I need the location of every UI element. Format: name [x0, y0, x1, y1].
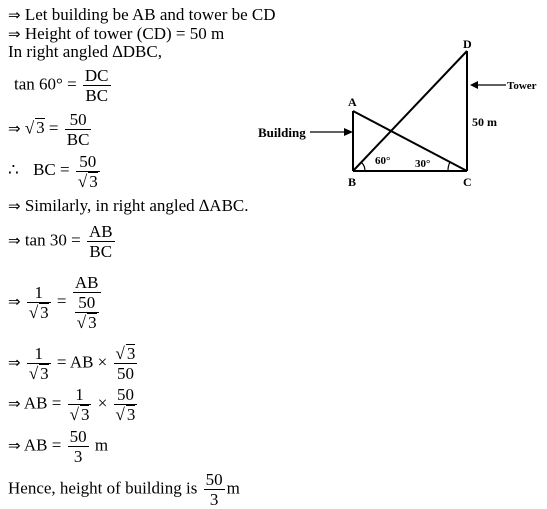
unit: m: [94, 435, 109, 455]
angle-arc-30: [448, 162, 450, 171]
sqrt-symbol: √: [76, 313, 87, 332]
therefore-symbol: ∴: [8, 160, 19, 180]
equals: =: [48, 118, 59, 138]
label-c: C: [463, 175, 472, 189]
tower-arrow-head: [470, 81, 478, 89]
sqrt-symbol: √: [24, 118, 35, 138]
implies-arrow: ⇒: [8, 436, 21, 455]
implies-arrow: ⇒: [8, 394, 21, 413]
step-text: Similarly, in right angled ∆ABC.: [24, 196, 249, 215]
sqrt-symbol: √: [69, 405, 79, 424]
label-d: D: [463, 37, 472, 51]
fraction-ab-over-50-sqrt3: [73, 273, 101, 332]
eq-bc-50-sqrt3: [8, 152, 102, 191]
denominator: [76, 172, 100, 191]
step-similarly-abc: [8, 196, 249, 216]
denominator: [68, 405, 92, 424]
sqrt-symbol: √: [115, 405, 125, 424]
label-angle-30: 30°: [415, 158, 431, 170]
denominator: [114, 405, 138, 424]
denominator: BC: [89, 242, 113, 261]
radicand: 3: [36, 118, 45, 138]
fraction-50-3: [204, 470, 225, 509]
numerator: DC: [84, 66, 109, 85]
radicand: 3: [40, 364, 49, 383]
label-angle-60: 60°: [375, 155, 391, 167]
numerator: 1: [68, 385, 92, 405]
angle-arc-60: [361, 162, 365, 171]
implies-arrow: ⇒: [8, 353, 21, 372]
fraction-1-sqrt3: [27, 283, 51, 322]
eq-ab-result: [8, 427, 108, 466]
eq-tan30: [8, 222, 117, 261]
conclusion-text: Hence, height of building is: [8, 478, 198, 498]
fraction-50-sqrt3: [75, 293, 99, 332]
implies-arrow: ⇒: [8, 231, 21, 250]
step-text: Let building be AB and tower be CD: [24, 5, 276, 24]
numerator: 50: [69, 427, 87, 446]
numerator: 50: [205, 470, 223, 489]
numerator: 50: [76, 152, 100, 172]
step-height-tower: [8, 24, 224, 44]
denominator: 3: [73, 447, 83, 466]
eq-tan60: [14, 66, 113, 105]
denominator: [73, 293, 101, 332]
denominator: [27, 303, 51, 322]
step-let-building: [8, 5, 276, 25]
step-right-angled-dbc: [8, 42, 162, 62]
fraction-50-3: [68, 427, 89, 466]
unit: m: [226, 478, 240, 498]
numerator: 50: [114, 385, 138, 405]
label-b: B: [348, 175, 357, 189]
label-tower: Tower: [507, 80, 537, 92]
eq-left: tan 30 =: [24, 230, 81, 250]
sqrt-symbol: √: [77, 172, 88, 191]
eq-ab-product: [8, 385, 139, 424]
numerator: [114, 344, 138, 364]
denominator: [75, 313, 99, 332]
eq-left: AB =: [23, 393, 62, 413]
fraction-50-sqrt3: [76, 152, 100, 191]
building-tower-diagram: [250, 36, 547, 196]
implies-arrow: ⇒: [8, 25, 21, 43]
numerator: AB: [73, 273, 101, 293]
fraction-50-bc: [65, 110, 92, 149]
times: ×: [97, 393, 108, 413]
numerator: 1: [27, 283, 51, 303]
denominator: [27, 364, 51, 383]
fraction-ab-bc: [87, 222, 115, 261]
step-text: Height of tower (CD) = 50 m: [24, 24, 225, 43]
radicand: 3: [126, 344, 136, 363]
fraction-1-sqrt3: [27, 344, 51, 383]
implies-arrow: ⇒: [8, 6, 21, 24]
radicand: 3: [88, 313, 97, 332]
implies-arrow: ⇒: [8, 292, 21, 311]
numerator: 1: [27, 344, 51, 364]
label-height: 50 m: [472, 115, 497, 129]
fraction-50-sqrt3: [114, 385, 138, 424]
denominator: 50: [116, 364, 134, 383]
eq-1-sqrt3-ab-times: [8, 344, 139, 383]
sqrt-symbol: √: [28, 364, 39, 383]
implies-arrow: ⇒: [8, 197, 21, 215]
fraction-dc-bc: [83, 66, 111, 105]
sqrt-symbol: √: [115, 344, 125, 363]
eq-left: tan 60° =: [14, 74, 77, 94]
label-a: A: [348, 95, 357, 109]
fraction-1-sqrt3: [68, 385, 92, 424]
eq-left: AB =: [23, 435, 62, 455]
numerator: 50: [75, 293, 99, 313]
radicand: 3: [89, 172, 98, 191]
radicand: 3: [40, 303, 49, 322]
eq-mid: = AB ×: [56, 352, 108, 372]
conclusion: [8, 470, 240, 509]
implies-arrow: ⇒: [8, 119, 21, 138]
equals: =: [56, 291, 67, 311]
denominator: 3: [209, 490, 219, 509]
numerator: AB: [88, 222, 113, 241]
eq-left: BC =: [33, 160, 70, 180]
sqrt-symbol: √: [28, 303, 39, 322]
radicand: 3: [126, 405, 136, 424]
eq-sqrt3-50-bc: [8, 110, 93, 149]
denominator: BC: [66, 130, 90, 149]
label-building: Building: [258, 125, 306, 140]
eq-1-sqrt3-ab-compound: [8, 273, 103, 332]
step-text: In right angled ∆DBC,: [8, 42, 162, 61]
numerator: 50: [65, 110, 92, 130]
fraction-sqrt3-50: [114, 344, 138, 383]
building-arrow-head: [344, 128, 353, 136]
radicand: 3: [80, 405, 90, 424]
line-bd: [353, 51, 467, 171]
denominator: BC: [85, 86, 109, 105]
